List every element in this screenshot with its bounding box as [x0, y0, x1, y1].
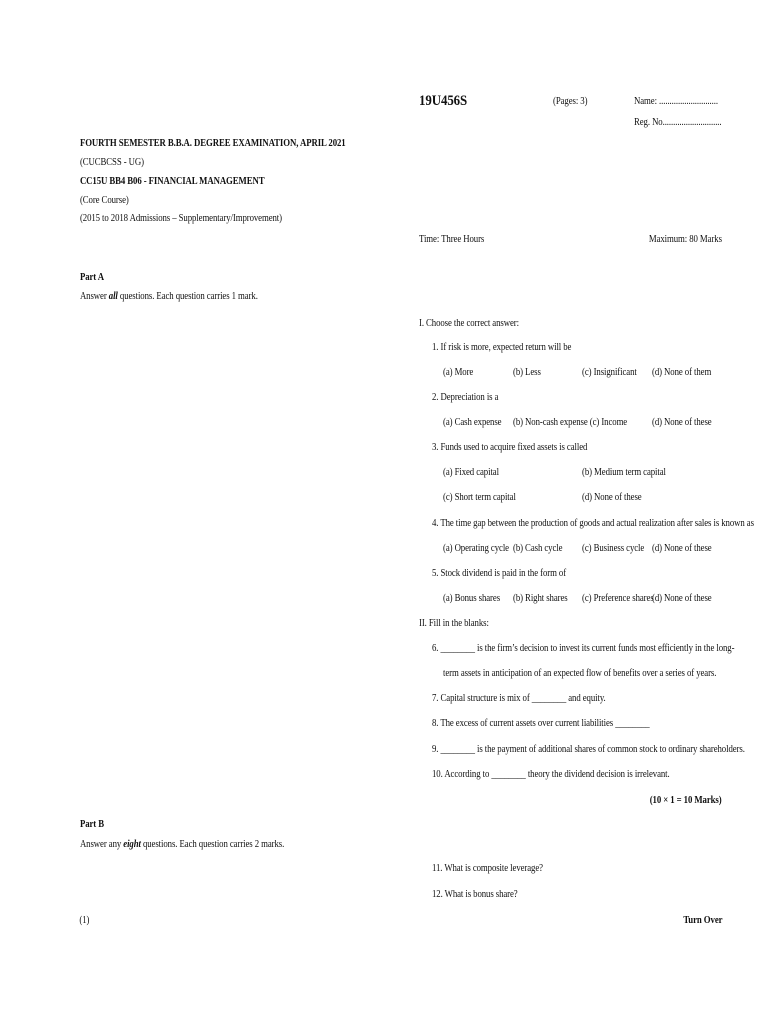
question-6-line1: 6. ________ is the firm’s decision to invest its current funds most efficiently in the long- — [432, 643, 735, 654]
q1-option-d: (d) None of them — [652, 367, 712, 378]
exam-scheme: (CUCBCSS - UG) — [79, 157, 144, 168]
q2-option-a: (a) Cash expense — [443, 417, 502, 428]
question-12: 12. What is bonus share? — [432, 889, 518, 900]
q5-option-b: (b) Right shares — [513, 593, 568, 604]
course-title: CC15U BB4 B06 - FINANCIAL MANAGEMENT — [79, 176, 265, 187]
q5-option-c: (c) Preference shares — [582, 593, 654, 604]
q3-option-a: (a) Fixed capital — [443, 467, 499, 478]
question-5: 5. Stock dividend is paid in the form of — [432, 568, 567, 579]
question-7: 7. Capital structure is mix of ________ and equity. — [432, 693, 606, 704]
part-a-marks: (10 × 1 = 10 Marks) — [650, 795, 722, 806]
turn-over: Turn Over — [682, 915, 722, 926]
q3-option-b: (b) Medium term capital — [582, 467, 666, 478]
q4-option-d: (d) None of these — [652, 543, 712, 554]
page-number: (1) — [79, 915, 90, 926]
q4-option-b: (b) Cash cycle — [513, 543, 563, 554]
question-4: 4. The time gap between the production of goods and actual realization after sales is known as — [432, 518, 754, 529]
question-3: 3. Funds used to acquire fixed assets is called — [432, 442, 588, 453]
q3-option-c: (c) Short term capital — [443, 492, 516, 503]
reg-no-field: Reg. No............................ — [634, 117, 722, 128]
question-10: 10. According to ________ theory the dividend decision is irrelevant. — [432, 769, 670, 780]
maximum-marks: Maximum: 80 Marks — [648, 234, 722, 245]
part-a-heading: Part A — [79, 272, 105, 283]
q1-option-a: (a) More — [443, 367, 474, 378]
q2-option-d: (d) None of these — [652, 417, 712, 428]
question-6-line2: term assets in anticipation of an expected flow of benefits over a series of years. — [443, 668, 717, 679]
admissions-note: (2015 to 2018 Admissions – Supplementary/Improvement) — [79, 213, 282, 224]
section-ii-heading: II. Fill in the blanks: — [419, 618, 489, 629]
paper-code: 19U456S — [419, 93, 468, 109]
question-9: 9. ________ is the payment of additional shares of common stock to ordinary shareholders. — [432, 744, 745, 755]
pages-count: (Pages: 3) — [553, 96, 588, 107]
question-11: 11. What is composite leverage? — [432, 863, 543, 874]
q1-option-b: (b) Less — [513, 367, 541, 378]
q4-option-a: (a) Operating cycle — [443, 543, 509, 554]
question-1: 1. If risk is more, expected return will be — [432, 342, 572, 353]
question-2: 2. Depreciation is a — [432, 392, 499, 403]
q4-option-c: (c) Business cycle — [582, 543, 645, 554]
q5-option-a: (a) Bonus shares — [443, 593, 501, 604]
q1-option-c: (c) Insignificant — [582, 367, 637, 378]
q2-option-bc: (b) Non-cash expense (c) Income — [513, 417, 628, 428]
part-b-instructions: Answer any eight questions. Each question carries 2 marks. — [79, 839, 285, 850]
section-i-heading: I. Choose the correct answer: — [419, 318, 519, 329]
time-label: Time: Three Hours — [419, 234, 485, 245]
exam-title: FOURTH SEMESTER B.B.A. DEGREE EXAMINATION, APRIL 2021 — [79, 138, 346, 149]
part-b-heading: Part B — [79, 819, 105, 830]
q3-option-d: (d) None of these — [582, 492, 642, 503]
q5-option-d: (d) None of these — [652, 593, 712, 604]
name-field: Name: ............................ — [634, 96, 718, 107]
question-8: 8. The excess of current assets over current liabilities ________ — [432, 718, 650, 729]
part-a-instructions: Answer all questions. Each question carries 1 mark. — [79, 291, 258, 302]
course-type: (Core Course) — [79, 195, 129, 206]
